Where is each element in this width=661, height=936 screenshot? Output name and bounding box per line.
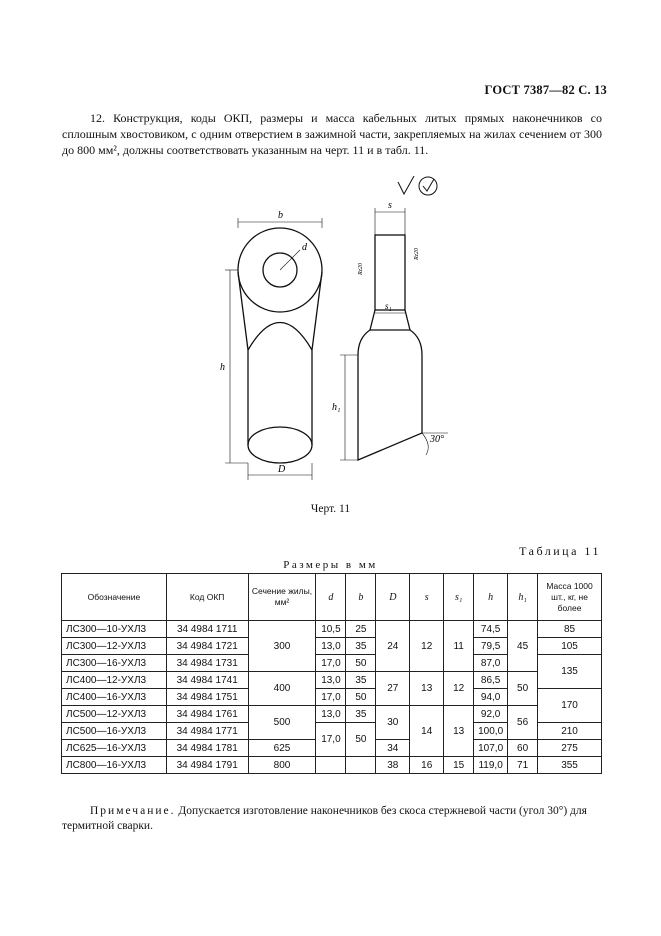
dim-D: D	[278, 464, 286, 475]
dim-s1: s₁	[385, 301, 392, 311]
cell-D: 38	[376, 757, 410, 774]
cell-b	[346, 757, 376, 774]
cell-s: 14	[410, 706, 444, 757]
cell-s: 13	[410, 672, 444, 706]
cell-name: ЛС300—16-УХЛ3	[62, 655, 167, 672]
cell-s: 16	[410, 757, 444, 774]
table-title: Таблица 11	[519, 544, 601, 558]
col-header: Масса 1000 шт., кг, не более	[538, 574, 602, 621]
cell-D: 27	[376, 672, 410, 706]
cell-section: 625	[248, 740, 316, 757]
note-label: Примечание.	[90, 805, 176, 817]
col-header: Обозначение	[62, 574, 167, 621]
cell-s1: 13	[444, 706, 474, 757]
cell-code: 34 4984 1731	[166, 655, 248, 672]
cell-section: 500	[248, 706, 316, 740]
cell-mass: 275	[538, 740, 602, 757]
dimensions-table	[61, 573, 602, 774]
note-text: Допускается изготовление наконечников без скоса стержневой части (угол 30°) для термитной сварки.	[62, 805, 587, 832]
table-note	[62, 804, 602, 834]
cell-d: 13,0	[316, 706, 346, 723]
cell-section: 800	[248, 757, 316, 774]
cell-b: 50	[346, 723, 376, 757]
col-header: Сечение жилы, мм²	[248, 574, 316, 621]
col-header: h₁	[508, 574, 538, 621]
cell-name: ЛС800—16-УХЛ3	[62, 757, 167, 774]
cell-b: 35	[346, 706, 376, 723]
side-palm	[375, 235, 405, 310]
col-header: Код ОКП	[166, 574, 248, 621]
cell-d: 13,0	[316, 672, 346, 689]
dim-d: d	[302, 242, 307, 253]
cell-code: 34 4984 1771	[166, 723, 248, 740]
cell-name: ЛС300—10-УХЛ3	[62, 621, 167, 638]
cell-s: 12	[410, 621, 444, 672]
cell-s1: 15	[444, 757, 474, 774]
cell-mass: 210	[538, 723, 602, 740]
table-row	[62, 621, 602, 638]
cell-section: 300	[248, 621, 316, 672]
cell-b: 50	[346, 689, 376, 706]
cell-h: 119,0	[474, 757, 508, 774]
cell-D: 34	[376, 740, 410, 757]
dim-s: s	[388, 200, 392, 211]
cell-mass: 170	[538, 689, 602, 723]
cell-code: 34 4984 1781	[166, 740, 248, 757]
cell-d: 10,5	[316, 621, 346, 638]
dim-h: h	[220, 362, 225, 373]
cell-d: 17,0	[316, 655, 346, 672]
cell-d: 13,0	[316, 638, 346, 655]
col-header: s	[410, 574, 444, 621]
cell-mass: 85	[538, 621, 602, 638]
cell-mass: 105	[538, 638, 602, 655]
cell-s1: 11	[444, 621, 474, 672]
cell-d: 17,0	[316, 723, 346, 757]
cell-code: 34 4984 1791	[166, 757, 248, 774]
clause-12-text: 12. Конструкция, коды ОКП, размеры и масса кабельных литых прямых наконечников со сплошным хвостовиком, с одним отверстием в зажимной части, закрепляемых на жилах сечением от 300 до 800 мм², должны соответствовать указанным на черт. 11 и в табл. 11.	[62, 111, 602, 157]
col-header: h	[474, 574, 508, 621]
table-subtitle: Размеры в мм	[283, 559, 378, 571]
cell-D: 24	[376, 621, 410, 672]
cell-name: ЛС300—12-УХЛ3	[62, 638, 167, 655]
cell-name: ЛС500—16-УХЛ3	[62, 723, 167, 740]
cell-mass: 355	[538, 757, 602, 774]
cell-name: ЛС625—16-УХЛ3	[62, 740, 167, 757]
cell-s1: 12	[444, 672, 474, 706]
cell-name: ЛС500—12-УХЛ3	[62, 706, 167, 723]
table-row	[62, 672, 602, 689]
table-row	[62, 757, 602, 774]
table-row	[62, 706, 602, 723]
col-header: s₁	[444, 574, 474, 621]
cell-h1: 60	[508, 740, 538, 757]
cell-d	[316, 757, 346, 774]
cell-h1: 50	[508, 672, 538, 706]
cell-code: 34 4984 1741	[166, 672, 248, 689]
cell-b: 50	[346, 655, 376, 672]
cell-b: 35	[346, 672, 376, 689]
cell-h: 74,5	[474, 621, 508, 638]
cell-section: 400	[248, 672, 316, 706]
cell-code: 34 4984 1721	[166, 638, 248, 655]
table-header-row	[62, 574, 602, 621]
cell-name: ЛС400—12-УХЛ3	[62, 672, 167, 689]
dim-h1: h₁	[332, 402, 341, 413]
cell-h1: 56	[508, 706, 538, 740]
col-header: b	[346, 574, 376, 621]
cell-h: 100,0	[474, 723, 508, 740]
cell-code: 34 4984 1761	[166, 706, 248, 723]
cell-mass: 135	[538, 655, 602, 689]
cell-name: ЛС400—16-УХЛ3	[62, 689, 167, 706]
cell-code: 34 4984 1751	[166, 689, 248, 706]
cell-b: 35	[346, 638, 376, 655]
cell-h: 107,0	[474, 740, 508, 757]
page-header: ГОСТ 7387—82 С. 13	[484, 83, 607, 97]
cell-h1: 71	[508, 757, 538, 774]
barrel-end	[248, 427, 312, 463]
cell-d: 17,0	[316, 689, 346, 706]
cell-h: 79,5	[474, 638, 508, 655]
cell-h: 92,0	[474, 706, 508, 723]
cell-b: 25	[346, 621, 376, 638]
cell-code: 34 4984 1711	[166, 621, 248, 638]
cell-h1: 45	[508, 621, 538, 672]
drawing-11	[190, 170, 490, 490]
cell-h: 87,0	[474, 655, 508, 672]
dim-b: b	[278, 210, 283, 221]
roughness-right: Rz20	[414, 248, 420, 260]
cell-h: 94,0	[474, 689, 508, 706]
drawing-caption: Черт. 11	[310, 503, 351, 515]
cell-h: 86,5	[474, 672, 508, 689]
dim-angle: 30°	[430, 434, 444, 445]
col-header: d	[316, 574, 346, 621]
roughness-left: Rz20	[358, 263, 364, 275]
col-header: D	[376, 574, 410, 621]
cell-D: 30	[376, 706, 410, 740]
